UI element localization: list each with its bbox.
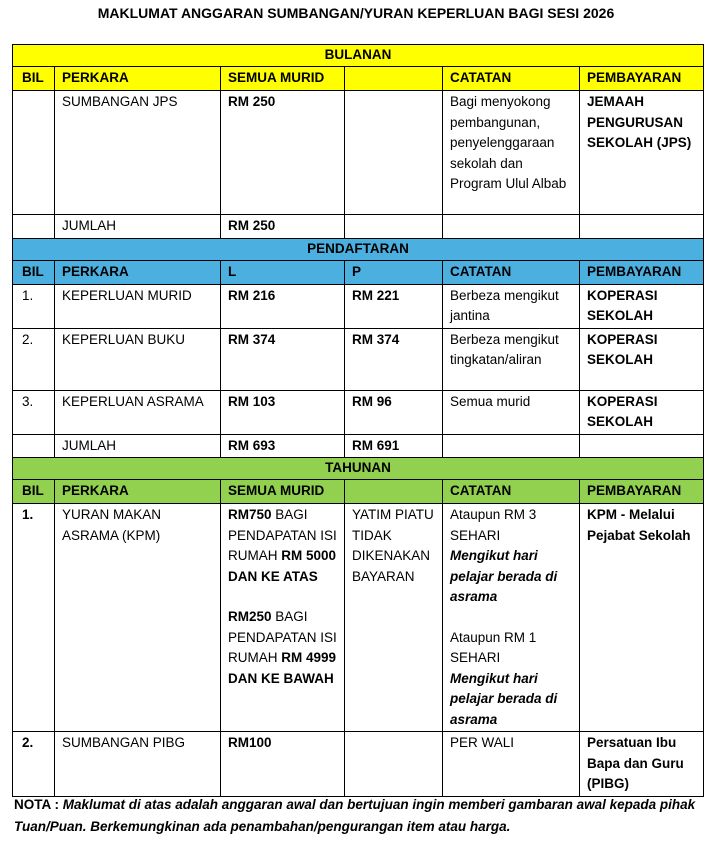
cell-pembayaran: KOPERASI SEKOLAH	[587, 331, 658, 367]
col-header-semua-murid: SEMUA MURID	[221, 67, 345, 91]
col-header-p: P	[345, 260, 443, 284]
section-tahunan	[13, 458, 704, 480]
cell-bil: 3.	[13, 390, 55, 434]
cell-amount-p: RM 374	[352, 331, 400, 347]
table-row	[13, 284, 704, 328]
cell-catatan	[443, 504, 580, 732]
col-header-blank	[345, 480, 443, 504]
cell-pembayaran: Persatuan Ibu Bapa dan Guru (PIBG)	[587, 735, 684, 791]
table-row	[13, 732, 704, 797]
cell-amount-p: RM 96	[352, 393, 392, 409]
footnote	[14, 794, 704, 838]
catatan-a: Ataupun RM 3 SEHARI	[450, 507, 537, 543]
cell-perkara: KEPERLUAN BUKU	[55, 328, 221, 390]
table-row	[13, 504, 704, 732]
cell-amount	[221, 504, 345, 732]
col-header-l: L	[221, 260, 345, 284]
cell-bil	[13, 91, 55, 215]
cell-amount-l: RM 103	[228, 393, 276, 409]
cell-amount: RM 250	[228, 94, 276, 109]
total-value: RM 250	[228, 218, 276, 233]
col-header-bil: BIL	[13, 260, 55, 284]
cell-perkara: SUMBANGAN JPS	[55, 91, 221, 215]
cell-perkara: KEPERLUAN MURID	[55, 284, 221, 328]
col-header-pembayaran: PEMBAYARAN	[580, 67, 704, 91]
amount-a-text: BAGI PENDAPATAN ISI RUMAH	[228, 507, 337, 563]
cell-bil: 1.	[22, 507, 34, 522]
col-header-perkara: PERKARA	[55, 67, 221, 91]
cell-catatan: Berbeza mengikut tingkatan/aliran	[443, 328, 580, 390]
cell-blank	[345, 732, 443, 797]
section-heading: PENDAFTARAN	[13, 238, 704, 260]
section-heading: TAHUNAN	[13, 458, 704, 480]
note-text: Maklumat di atas adalah anggaran awal dan bertujuan ingin memberi gambaran awal kepada pihak Tuan/Puan. Berkemungkinan ada penambahan/pengurangan item atau harga.	[14, 797, 696, 834]
cell-pembayaran: KOPERASI SEKOLAH	[587, 287, 658, 323]
total-label: JUMLAH	[55, 434, 221, 458]
table-row	[13, 91, 704, 215]
section-bulanan	[13, 45, 704, 67]
amount-b-threshold: RM 4999 DAN KE BAWAH	[228, 650, 337, 686]
catatan-b-note: Mengikut hari pelajar berada di asrama	[450, 670, 558, 727]
col-header-catatan: CATATAN	[443, 67, 580, 91]
cell-catatan: Bagi menyokong pembangunan, penyelenggaraan sekolah dan Program Ulul Albab	[443, 91, 580, 215]
cell-catatan: Berbeza mengikut jantina	[443, 284, 580, 328]
cell-pembayaran: KOPERASI SEKOLAH	[587, 393, 658, 429]
section-pendaftaran	[13, 238, 704, 260]
section-heading: BULANAN	[13, 45, 704, 67]
cell-amount-p: RM 221	[352, 287, 400, 303]
amount-b-text: BAGI PENDAPATAN ISI RUMAH	[228, 609, 337, 665]
col-header-bil: BIL	[13, 480, 55, 504]
page-title: MAKLUMAT ANGGARAN SUMBANGAN/YURAN KEPERLUAN BAGI SESI 2026	[97, 5, 615, 21]
cell-amount-l: RM 374	[228, 331, 276, 347]
fee-table	[12, 44, 704, 797]
col-header-pembayaran: PEMBAYARAN	[580, 480, 704, 504]
header-row	[13, 67, 704, 91]
col-header-bil: BIL	[13, 67, 55, 91]
table-row	[13, 328, 704, 390]
cell-bil: 1.	[13, 284, 55, 328]
catatan-b: Ataupun RM 1 SEHARI	[450, 629, 537, 665]
col-header-perkara: PERKARA	[55, 260, 221, 284]
table-row	[13, 390, 704, 434]
col-header-perkara: PERKARA	[55, 480, 221, 504]
note-label: NOTA :	[14, 797, 59, 812]
cell-bil: 2.	[13, 328, 55, 390]
cell-exemption: YATIM PIATU TIDAK DIKENAKAN BAYARAN	[345, 504, 443, 732]
col-header-semua-murid: SEMUA MURID	[221, 480, 345, 504]
cell-catatan: PER WALI	[443, 732, 580, 797]
cell-catatan: Semua murid	[443, 390, 580, 434]
catatan-a-note: Mengikut hari pelajar berada di asrama	[450, 548, 558, 604]
cell-perkara: YURAN MAKAN ASRAMA (KPM)	[55, 504, 221, 732]
cell-blank	[345, 91, 443, 215]
total-p: RM 691	[352, 437, 400, 453]
cell-pembayaran: JEMAAH PENGURUSAN SEKOLAH (JPS)	[587, 94, 692, 150]
cell-amount-l: RM 216	[228, 287, 276, 303]
amount-b: RM250	[228, 609, 272, 624]
total-label: JUMLAH	[55, 215, 221, 239]
col-header-catatan: CATATAN	[443, 480, 580, 504]
cell-bil: 2.	[22, 735, 34, 750]
cell-amount: RM100	[228, 735, 272, 750]
cell-perkara: KEPERLUAN ASRAMA	[55, 390, 221, 434]
amount-a: RM750	[228, 507, 272, 522]
cell-pembayaran: KPM - Melalui Pejabat Sekolah	[587, 507, 691, 543]
total-l: RM 693	[228, 437, 276, 453]
col-header-pembayaran: PEMBAYARAN	[580, 260, 704, 284]
total-row	[13, 434, 704, 458]
header-row	[13, 480, 704, 504]
header-row	[13, 260, 704, 284]
total-row	[13, 215, 704, 239]
col-header-catatan: CATATAN	[443, 260, 580, 284]
col-header-blank	[345, 67, 443, 91]
amount-a-threshold: RM 5000 DAN KE ATAS	[228, 548, 337, 584]
cell-perkara: SUMBANGAN PIBG	[55, 732, 221, 797]
